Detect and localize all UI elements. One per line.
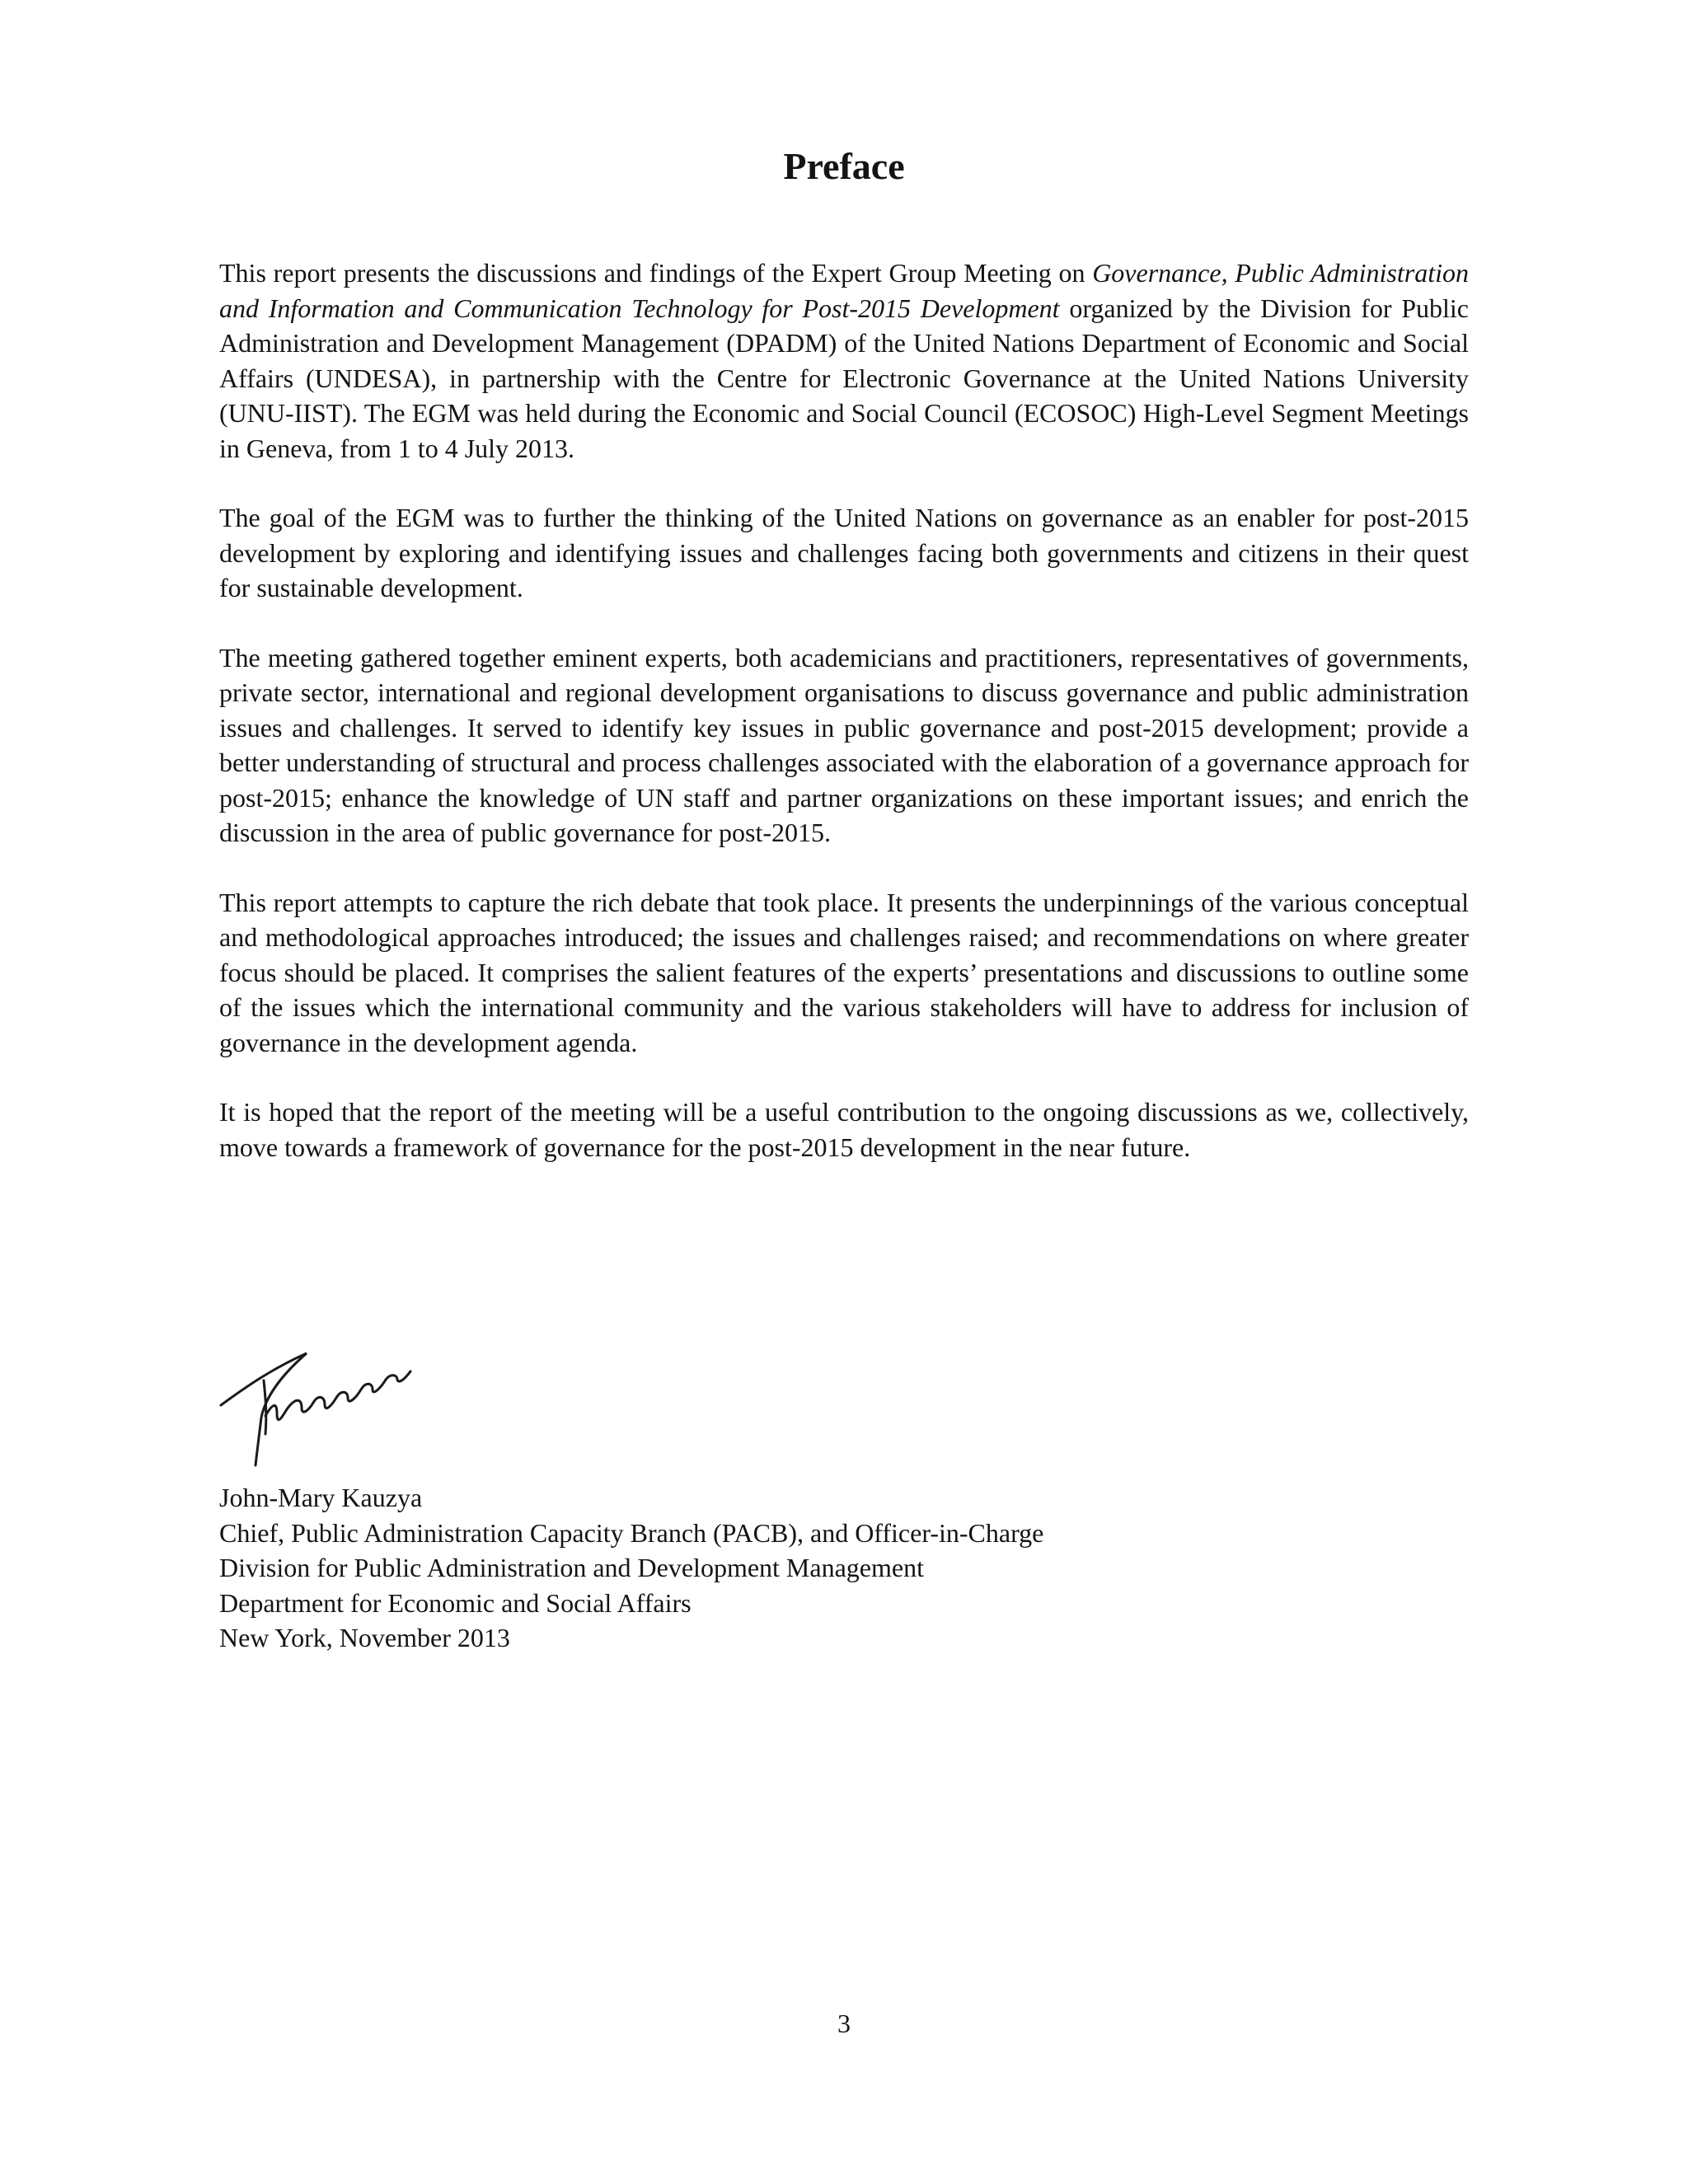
signatory-block [219, 1480, 1043, 1656]
paragraph-1-intro: This report presents the discussions and findings of the Expert Group Meeting on [219, 258, 1093, 288]
paragraph-4: This report attempts to capture the rich debate that took place. It presents the underpinnings of the various conceptual and methodological approaches introduced; the issues and challenges raised; and recommendations on where greater focus should be placed. It comprises the salient features of the experts’ presentations and discussions to outline some of the issues which the international community and the various stakeholders will have to address for inclusion of governance in the development agenda. [219, 887, 1469, 1057]
signatory-position: Chief, Public Administration Capacity Branch (PACB), and Officer-in-Charge [219, 1517, 1044, 1548]
preface-body [219, 255, 1469, 1199]
signatory-name: John-Mary Kauzya [219, 1483, 423, 1512]
handwritten-signature [216, 1335, 414, 1467]
signatory-place-date: New York, November 2013 [219, 1623, 510, 1652]
paragraph-5: It is hoped that the report of the meeting will be a useful contribution to the ongoing discussions as we, collectively, move towards a framework of governance for the post-2015 development in the near future. [219, 1097, 1469, 1162]
meeting-title: Governance, Public Administration and Information and Communication Technology for Post-2015 Development [219, 258, 1470, 323]
paragraph-1 [219, 255, 1469, 466]
signatory-division: Division for Public Administration and Development Management [219, 1553, 924, 1582]
paragraph-2: The goal of the EGM was to further the thinking of the United Nations on governance as an enabler for post-2015 development by exploring and identifying issues and challenges facing both governments and citizens in their quest for sustainable development. [219, 503, 1469, 602]
paragraph-1-rest: organized by the Division for Public Administration and Development Management (DPADM) of the United Nations Department of Economic and Social Affairs (UNDESA), in partnership with the Centre for Electronic Governance at the United Nations University (UNU-IIST). The EGM was held during the Economic and Social Council (ECOSOC) High-Level Segment Meetings in Geneva, from 1 to 4 July 2013. [219, 293, 1470, 463]
signatory-department: Department for Economic and Social Affairs [219, 1587, 692, 1618]
page-title: Preface [783, 145, 905, 187]
paragraph-3: The meeting gathered together eminent experts, both academicians and practitioners, representatives of governments, private sector, international and regional development organisations to discuss governance and public administration issues and challenges. It served to identify key issues in public governance and post-2015 development; provide a better understanding of structural and process challenges associated with the elaboration of a governance approach for post-2015; enhance the knowledge of UN staff and partner organizations on these important issues; and enrich the discussion in the area of public governance for post-2015. [219, 642, 1469, 847]
page-number: 3 [837, 2008, 851, 2038]
